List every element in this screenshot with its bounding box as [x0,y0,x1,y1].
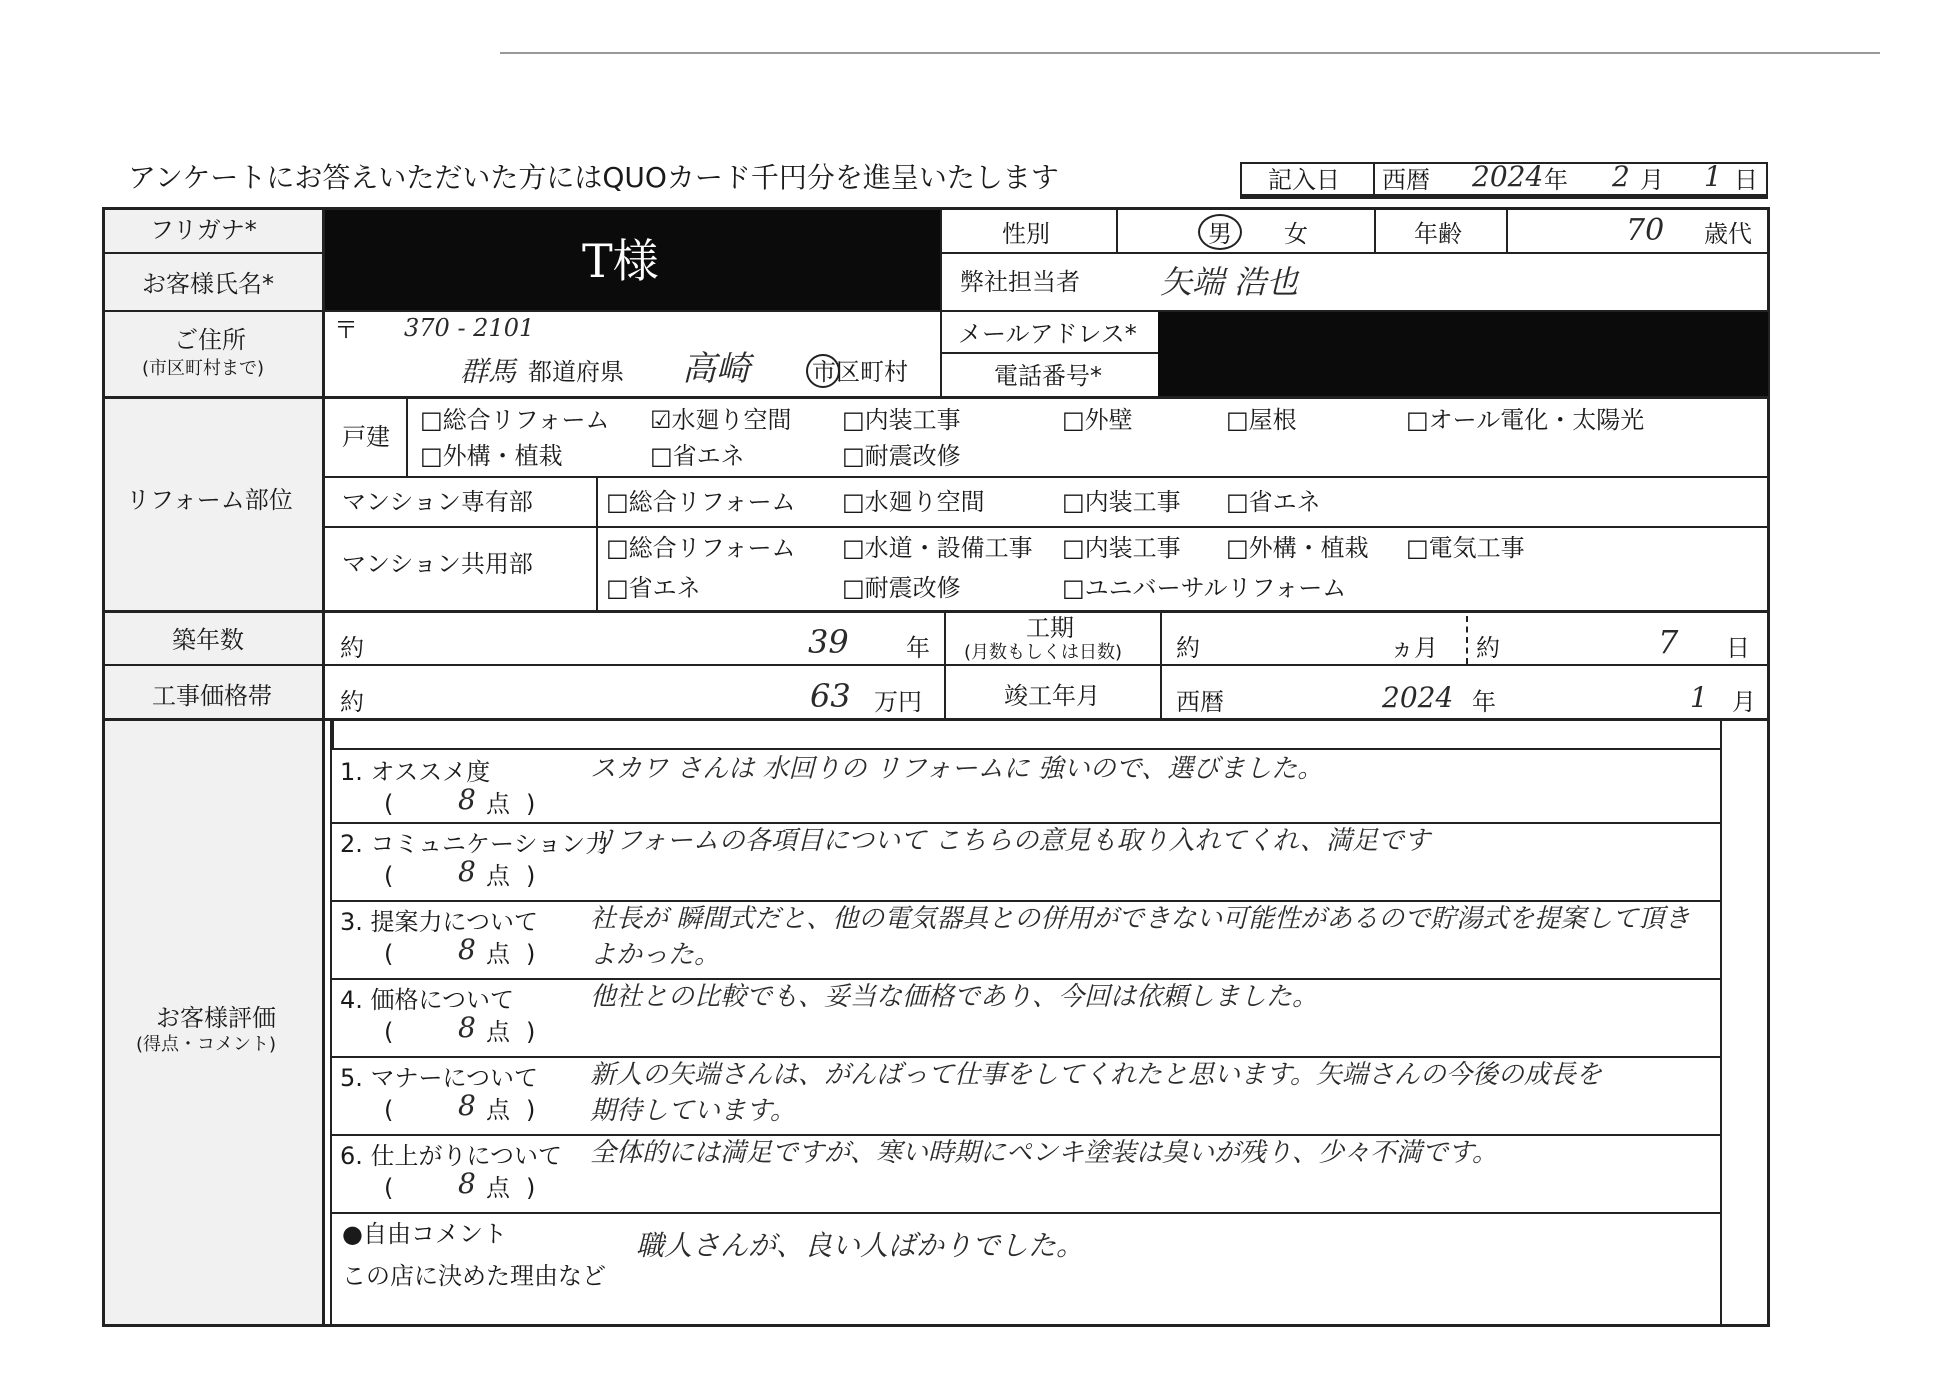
completion-month-unit: 月 [1732,688,1756,716]
evaluation-comment-line1: 新人の矢端さんは、がんばって仕事をしてくれたと思います。矢端さんの今後の成長を [590,1060,1602,1090]
free-comment-sub: この店に決めた理由など [342,1262,606,1290]
age-approx: 約 [340,634,364,662]
gender-male[interactable]: 男 [1208,220,1232,248]
period-days: 7 [1658,623,1679,661]
evaluation-score-unit: 点 [486,862,510,890]
evaluation-score-close: ) [526,862,536,890]
contact-redaction [1158,312,1768,396]
evaluation-item-title: 5. マナーについて [340,1064,539,1092]
period-day-unit: 日 [1726,634,1750,662]
gender-female[interactable]: 女 [1284,220,1308,248]
mc-opt-1[interactable]: □総合リフォーム [606,534,796,562]
evaluation-score: 8 [458,933,476,966]
mc-opt-5[interactable]: □電気工事 [1406,534,1525,562]
postal-code: 370 - 2101 [404,314,535,342]
house-opt-9[interactable]: □耐震改修 [842,442,961,470]
house-opt-6[interactable]: □オール電化・太陽光 [1406,406,1645,434]
completion-label: 竣工年月 [1004,682,1100,710]
address-label: ご住所 [174,326,246,354]
mansion-common-label: マンション共用部 [342,550,533,578]
evaluation-score: 8 [458,855,476,888]
building-age-value: 39 [808,623,849,661]
evaluation-row-divider [332,978,1722,980]
evaluation-score: 8 [458,1011,476,1044]
evaluation-comment-line1: リフォームの各項目について こちらの意見も取り入れてくれ、満足です [590,826,1431,856]
mc-opt-3[interactable]: □内装工事 [1062,534,1181,562]
mc-opt-2[interactable]: □水道・設備工事 [842,534,1033,562]
evaluation-score-open: ( [384,940,394,968]
evaluation-item-title: 1. オススメ度 [340,758,491,786]
completion-month: 1 [1690,681,1708,714]
evaluation-score-open: ( [384,862,394,890]
evaluation-item-title: 2. コミュニケーション力 [340,830,610,858]
period-sub: (月数もしくは日数) [964,642,1123,663]
name-label: お客様氏名* [142,270,274,298]
date-day: 1 [1704,160,1722,193]
top-rule [500,52,1880,54]
free-comment-value: 職人さんが、良い人ばかりでした。 [636,1229,1085,1262]
mc-opt-7[interactable]: □耐震改修 [842,574,961,602]
evaluation-row-divider [332,1056,1722,1058]
period-divider [1466,616,1468,664]
evaluation-score-open: ( [384,790,394,818]
completion-era: 西暦 [1176,688,1224,716]
free-comment-label: ●自由コメント [342,1220,507,1248]
house-label: 戸建 [342,423,390,451]
age-value: 70 [1626,213,1665,248]
reform-label: リフォーム部位 [126,486,293,514]
evaluation-item-title: 3. 提案力について [340,908,539,936]
evaluation-score-close: ) [526,1018,536,1046]
evaluation-score-open: ( [384,1018,394,1046]
period-label: 工期 [1026,614,1074,642]
evaluation-score-unit: 点 [486,1174,510,1202]
customer-name: T様 [582,234,659,288]
gender-male-circle [1198,214,1242,250]
prefecture-label: 都道府県 [528,358,624,386]
email-label: メールアドレス* [958,320,1137,348]
evaluation-sub: (得点・コメント) [136,1034,277,1055]
price-value: 63 [810,677,851,715]
mp-opt-4[interactable]: □省エネ [1226,488,1321,516]
date-day-unit: 日 [1734,166,1758,194]
evaluation-score-unit: 点 [486,1096,510,1124]
mp-opt-1[interactable]: □総合リフォーム [606,488,796,516]
house-opt-2[interactable]: ☑水廻り空間 [650,406,792,434]
evaluation-item-title: 6. 仕上がりについて [340,1142,563,1170]
furigana-label: フリガナ* [150,216,257,244]
mc-opt-4[interactable]: □外構・植栽 [1226,534,1369,562]
gender-label: 性別 [1002,220,1050,248]
age-label: 年齢 [1414,220,1462,248]
date-year: 2024 [1472,160,1544,193]
postal-mark: 〒 [334,316,358,344]
evaluation-score-unit: 点 [486,1018,510,1046]
evaluation-row-divider [332,1134,1722,1136]
evaluation-label: お客様評価 [156,1004,276,1032]
city-circle [806,354,840,388]
date-era-label: 西暦 [1382,166,1430,194]
city-value: 高崎 [682,349,750,389]
price-approx: 約 [340,688,364,716]
evaluation-comment-line1: スカワ さんは 水回りの リフォームに 強いので、選びました。 [590,754,1324,784]
staff-label: 弊社担当者 [960,268,1080,296]
house-opt-8[interactable]: □省エネ [650,442,745,470]
house-opt-1[interactable]: □総合リフォーム [420,406,610,434]
period-approx-2: 約 [1476,634,1500,662]
evaluation-score-unit: 点 [486,790,510,818]
completion-year: 2024 [1382,681,1454,714]
evaluation-comment-line2: 期待しています。 [590,1096,796,1126]
price-unit: 万円 [874,688,922,716]
evaluation-score: 8 [458,1089,476,1122]
staff-value: 矢端 浩也 [1160,263,1299,301]
evaluation-score-unit: 点 [486,940,510,968]
house-opt-5[interactable]: □屋根 [1226,406,1297,434]
house-opt-7[interactable]: □外構・植栽 [420,442,563,470]
price-label: 工事価格帯 [152,682,272,710]
city-label: 市区町村 [812,358,908,386]
evaluation-score-close: ) [526,1096,536,1124]
evaluation-comment-line2: よかった。 [590,940,721,970]
evaluation-item-title: 4. 価格について [340,986,515,1014]
evaluation-score-open: ( [384,1174,394,1202]
evaluation-score-open: ( [384,1096,394,1124]
date-month-unit: 月 [1640,166,1664,194]
age-unit: 歳代 [1704,220,1752,248]
mc-opt-6[interactable]: □省エネ [606,574,701,602]
evaluation-score: 8 [458,1167,476,1200]
period-approx: 約 [1176,634,1200,662]
mp-opt-2[interactable]: □水廻り空間 [842,488,985,516]
mp-opt-3[interactable]: □内装工事 [1062,488,1181,516]
phone-label: 電話番号* [994,362,1102,390]
house-opt-3[interactable]: □内装工事 [842,406,961,434]
building-age-label: 築年数 [172,626,244,654]
evaluation-comment-line1: 社長が 瞬間式だと、他の電気器具との併用ができない可能性があるので貯湯式を提案して頂き [590,904,1691,934]
date-year-unit: 年 [1544,166,1568,194]
mansion-private-label: マンション専有部 [342,488,533,516]
period-month-unit: ヵ月 [1390,634,1438,662]
evaluation-comment-line1: 全体的には満足ですが、寒い時期にペンキ塗装は臭いが残り、少々不満です。 [590,1138,1498,1168]
completion-year-unit: 年 [1472,688,1496,716]
mc-opt-8[interactable]: □ユニバーサルリフォーム [1062,574,1347,602]
address-sub: (市区町村まで) [142,358,265,379]
house-opt-4[interactable]: □外壁 [1062,406,1133,434]
evaluation-score-close: ) [526,1174,536,1202]
evaluation-row-divider [332,822,1722,824]
evaluation-score-close: ) [526,940,536,968]
evaluation-score-close: ) [526,790,536,818]
banner-text: アンケートにお答えいただいた方にはQUOカード千円分を進呈いたします [128,161,1059,194]
evaluation-comment-line1: 他社との比較でも、妥当な価格であり、今回は依頼しました。 [590,982,1319,1012]
evaluation-row-divider [332,900,1722,902]
building-age-unit: 年 [906,634,930,662]
date-month: 2 [1612,160,1630,193]
date-label: 記入日 [1268,166,1340,194]
evaluation-score: 8 [458,783,476,816]
prefecture-value: 群馬 [460,355,517,388]
